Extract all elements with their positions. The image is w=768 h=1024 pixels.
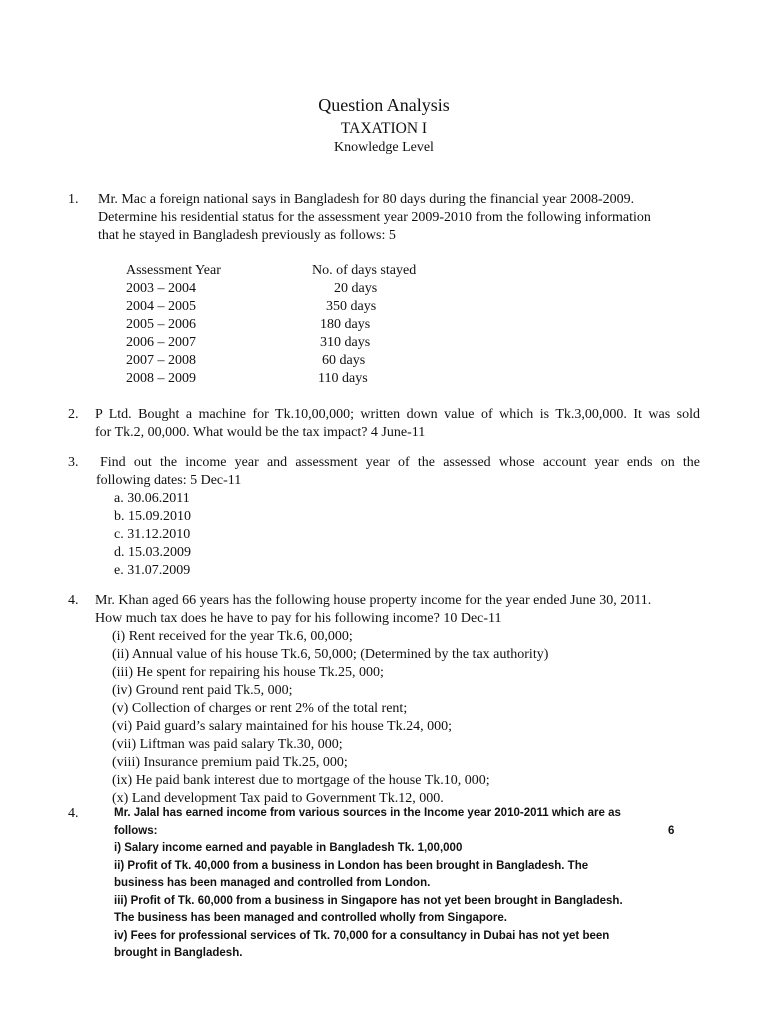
list-item: (ii) Annual value of his house Tk.6, 50,000; (Determined by the tax authority) [112, 647, 549, 662]
q3-number: 3. [68, 455, 79, 470]
list-item: b. 15.09.2010 [114, 509, 191, 524]
list-item: (iv) Ground rent paid Tk.5, 000; [112, 683, 293, 698]
table-cell-days: 310 days [320, 335, 371, 350]
subject-title: TAXATION I [340, 120, 428, 137]
q3-line: following dates: 5 Dec-11 [96, 473, 242, 488]
list-item: (vi) Paid guard’s salary maintained for his house Tk.24, 000; [112, 719, 452, 734]
list-item: (iii) He spent for repairing his house Tk.25, 000; [112, 665, 384, 680]
table-cell-year: 2005 – 2006 [126, 317, 196, 332]
list-item: (v) Collection of charges or rent 2% of the total rent; [112, 701, 408, 716]
list-item: (i) Rent received for the year Tk.6, 00,000; [112, 629, 353, 644]
q4-text [95, 592, 705, 628]
table-cell-year: 2006 – 2007 [126, 335, 196, 350]
q5-line: brought in Bangladesh. [114, 947, 243, 959]
list-item: a. 30.06.2011 [114, 491, 190, 506]
col-header-days: No. of days stayed [312, 263, 417, 278]
table-row [126, 334, 474, 352]
list-item: (vii) Liftman was paid salary Tk.30, 000; [112, 737, 343, 752]
q4-line: Mr. Khan aged 66 years has the following house property income for the year ended June 30, 2011. [95, 593, 652, 608]
list-item: c. 31.12.2010 [114, 527, 191, 542]
q5-line: The business has been managed and controlled wholly from Singapore. [114, 912, 507, 924]
q5-line: ii) Profit of Tk. 40,000 from a business in London has been brought in Bangladesh. The [114, 859, 589, 872]
q5-line: business has been managed and controlled from London. [114, 877, 431, 889]
list-item: (ix) He paid bank interest due to mortgage of the house Tk.10, 000; [112, 773, 490, 788]
table-row [126, 316, 474, 334]
q5-line: Mr. Jalal has earned income from various sources in the Income year 2010-2011 which are as [114, 807, 621, 819]
table-cell-days: 180 days [320, 317, 371, 332]
q3-text [100, 454, 700, 472]
q5-follows-label: follows: [114, 824, 158, 837]
q5-line: iii) Profit of Tk. 60,000 from a business in Singapore has not yet been brought in Bangladesh. [114, 894, 623, 907]
table-cell-year: 2008 – 2009 [126, 371, 196, 386]
list-item: e. 31.07.2009 [114, 563, 191, 578]
q1-text [98, 191, 702, 245]
list-item: d. 15.03.2009 [114, 545, 191, 560]
q3-text-continued [96, 472, 696, 490]
table-cell-days: 60 days [322, 353, 366, 368]
q1-line: that he stayed in Bangladesh previously as follows: 5 [98, 228, 396, 243]
table-cell-days: 350 days [326, 299, 377, 314]
col-header-assessment-year: Assessment Year [126, 263, 221, 278]
q1-line: Mr. Mac a foreign national says in Bangladesh for 80 days during the financial year 2008-2009. [98, 192, 635, 207]
q3-date-list [114, 490, 191, 580]
table-cell-days: 20 days [334, 281, 378, 296]
list-item: (viii) Insurance premium paid Tk.25, 000; [112, 755, 348, 770]
table-cell-year: 2007 – 2008 [126, 353, 196, 368]
q2-line: P Ltd. Bought a machine for Tk.10,00,000; written down value of which is Tk.3,00,000. It was sold [95, 407, 700, 422]
list-item: (x) Land development Tax paid to Government Tk.12, 000. [112, 791, 444, 806]
q5-text [114, 805, 694, 963]
q5-line: i) Salary income earned and payable in Bangladesh Tk. 1,00,000 [114, 842, 463, 854]
q1-number: 1. [68, 192, 79, 207]
q2-line: for Tk.2, 00,000. What would be the tax impact? 4 June-11 [95, 425, 426, 440]
table-header-row [126, 262, 474, 280]
table-cell-year: 2004 – 2005 [126, 299, 196, 314]
q1-days-table [126, 262, 474, 388]
page-title: Question Analysis [318, 95, 450, 115]
q4-income-list [112, 628, 548, 808]
q5-line: iv) Fees for professional services of Tk. 70,000 for a consultancy in Dubai has not yet been [114, 929, 610, 942]
q3-line: Find out the income year and assessment year of the assessed whose account year ends on the [100, 455, 700, 470]
table-row [126, 352, 474, 370]
q2-text [95, 406, 700, 442]
q2-number: 2. [68, 407, 79, 422]
table-cell-year: 2003 – 2004 [126, 281, 196, 296]
q5-number: 4. [68, 806, 79, 821]
table-row [126, 298, 474, 316]
table-row [126, 280, 474, 298]
q4-line: How much tax does he have to pay for his following income? 10 Dec-11 [95, 611, 502, 626]
q5-line [114, 823, 694, 841]
table-row [126, 370, 474, 388]
table-cell-days: 110 days [318, 371, 368, 386]
level-subtitle: Knowledge Level [334, 140, 434, 155]
q5-marks: 6 [668, 824, 675, 837]
q4-number: 4. [68, 593, 79, 608]
q1-line: Determine his residential status for the assessment year 2009-2010 from the following information [98, 210, 651, 225]
